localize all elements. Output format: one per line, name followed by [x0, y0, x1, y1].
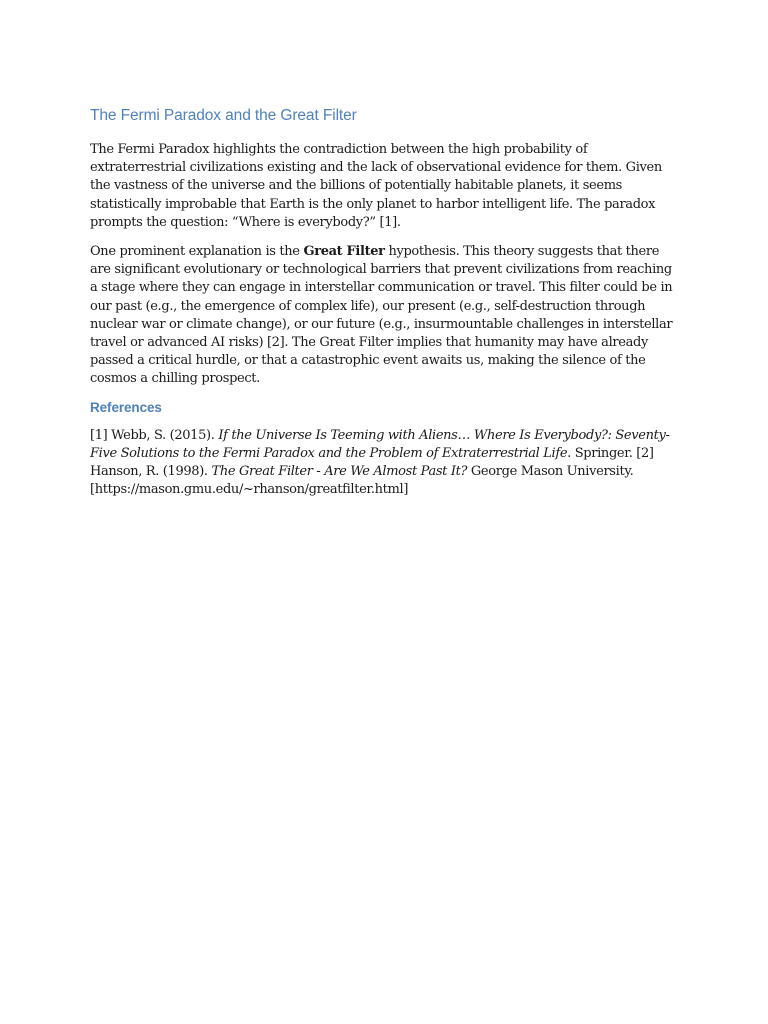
- reference-2-title: The Great Filter - Are We Almost Past It?: [211, 464, 468, 480]
- reference-1-prefix: [1] Webb, S. (2015).: [90, 427, 219, 443]
- paragraph-fermi-paradox: The Fermi Paradox highlights the contradiction between the high probability of extraterrestrial civilizations existing and the lack of observational evidence for them. Given the vastness of the universe and the billions of potentially habitable planets, it seems statistically improbable that Earth is the only planet to harbor intelligent life. The paradox prompts the question: “Where is everybody?” [1].: [90, 142, 662, 230]
- paragraph-great-filter-intro: One prominent explanation is the: [90, 244, 304, 260]
- reference-1-title: If the Universe Is Teeming with Aliens… Where Is Everybody?: Seventy-Five Solutions to the Fermi Paradox and the Problem of Extraterrestrial Life: [90, 427, 670, 461]
- reference-1-suffix: . Springer.: [567, 445, 637, 461]
- great-filter-term: Great Filter: [303, 244, 385, 260]
- paragraph-great-filter: [90, 243, 680, 389]
- paragraph-great-filter-body: hypothesis. This theory suggests that there are significant evolutionary or technological barriers that prevent civilizations from reaching a stage where they can engage in interstellar communication or travel. This filter could be in our past (e.g., the emergence of complex life), our present (e.g., self-destruction through nuclear war or climate change), or our future (e.g., insurmountable challenges in interstellar travel or advanced AI risks) [2]. The Great Filter implies that humanity may have already passed a critical hurdle, or that a catastrophic event awaits us, making the silence of the cosmos a chilling prospect.: [90, 244, 673, 387]
- document-body: [90, 107, 680, 499]
- reference-2-suffix: George Mason University. [https://mason.gmu.edu/~rhanson/greatfilter.html]: [90, 464, 634, 498]
- references-list: [90, 427, 680, 500]
- reference-2-prefix: [2] Hanson, R. (1998).: [90, 445, 654, 480]
- document-title: The Fermi Paradox and the Great Filter: [90, 107, 357, 124]
- references-heading: References: [90, 399, 162, 415]
